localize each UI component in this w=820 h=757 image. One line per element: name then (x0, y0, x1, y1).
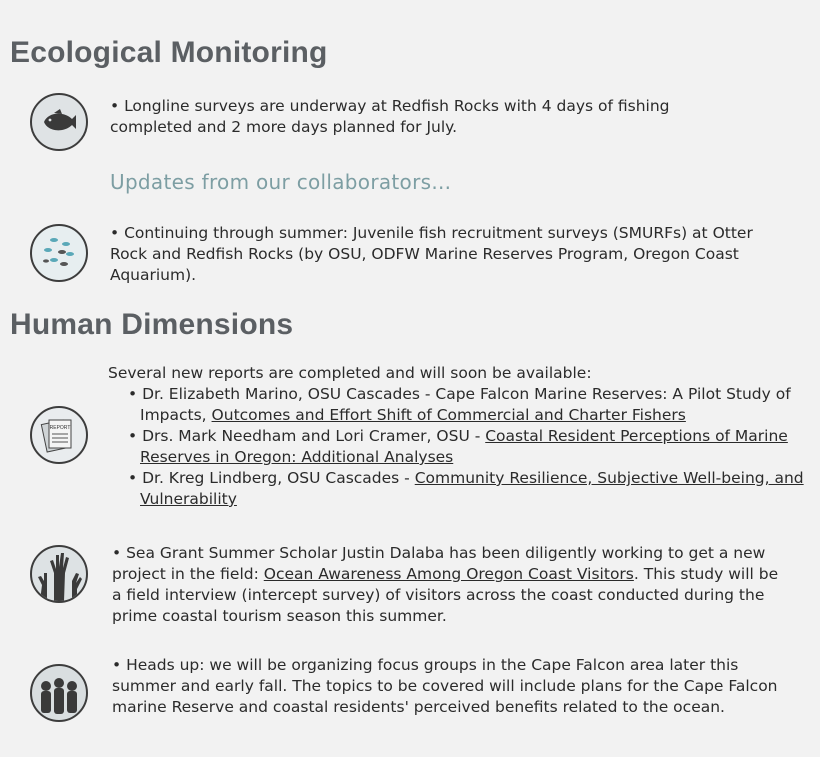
ecological-heading: Ecological Monitoring (10, 36, 328, 69)
focus-groups-text: • Heads up: we will be organizing focus groups in the Cape Falcon area later this summer and early fall. The topics to be covered will include plans for the Cape Falcon marine Reserve and coastal residents' perceived benefits related to the ocean. (112, 656, 778, 716)
report-link-needham[interactable]: Coastal Resident Perceptions of Marine Reserves in Oregon: Additional Analyses (140, 427, 788, 466)
report-item-marino: • Dr. Elizabeth Marino, OSU Cascades - Cape Falcon Marine Reserves: A Pilot Study of Impacts, Outcomes and Effort Shift of Commercial and Charter Fishers (128, 385, 791, 424)
human-dimensions-heading: Human Dimensions (10, 308, 294, 341)
fish-school-icon (30, 224, 88, 282)
raised-hands-icon (30, 545, 88, 603)
people-group-icon (30, 664, 88, 722)
report-link-marino[interactable]: Outcomes and Effort Shift of Commercial and Charter Fishers (211, 406, 686, 424)
report-icon-label: REPORT (49, 425, 71, 431)
collaborators-heading: Updates from our collaborators... (110, 170, 452, 194)
reports-block (108, 363, 813, 510)
reports-intro: Several new reports are completed and will soon be available: (108, 364, 592, 382)
fish-icon (30, 93, 88, 151)
report-item-needham: • Drs. Mark Needham and Lori Cramer, OSU - Coastal Resident Perceptions of Marine Reserves in Oregon: Additional Analyses (128, 427, 788, 466)
report-icon (30, 406, 88, 464)
longline-survey-text: • Longline surveys are underway at Redfish Rocks with 4 days of fishing completed and 2 more days planned for July. (110, 97, 670, 136)
scholar-text: • Sea Grant Summer Scholar Justin Dalaba has been diligently working to get a new project in the field: Ocean Awareness Among Oregon Coast Visitors. This study will be a field interview (intercept survey) of visitors across the coast conducted during the prime coastal tourism season this summer. (112, 544, 779, 625)
report-link-lindberg[interactable]: Community Resilience, Subjective Well-being, and Vulnerability (140, 469, 804, 508)
report-item-lindberg: • Dr. Kreg Lindberg, OSU Cascades - Community Resilience, Subjective Well-being, and Vulnerability (128, 469, 804, 508)
smurf-surveys-text: • Continuing through summer: Juvenile fish recruitment surveys (SMURFs) at Otter Rock and Redfish Rocks (by OSU, ODFW Marine Reserves Program, Oregon Coast Aquarium). (110, 224, 753, 284)
ocean-awareness-link[interactable]: Ocean Awareness Among Oregon Coast Visitors (263, 565, 634, 583)
